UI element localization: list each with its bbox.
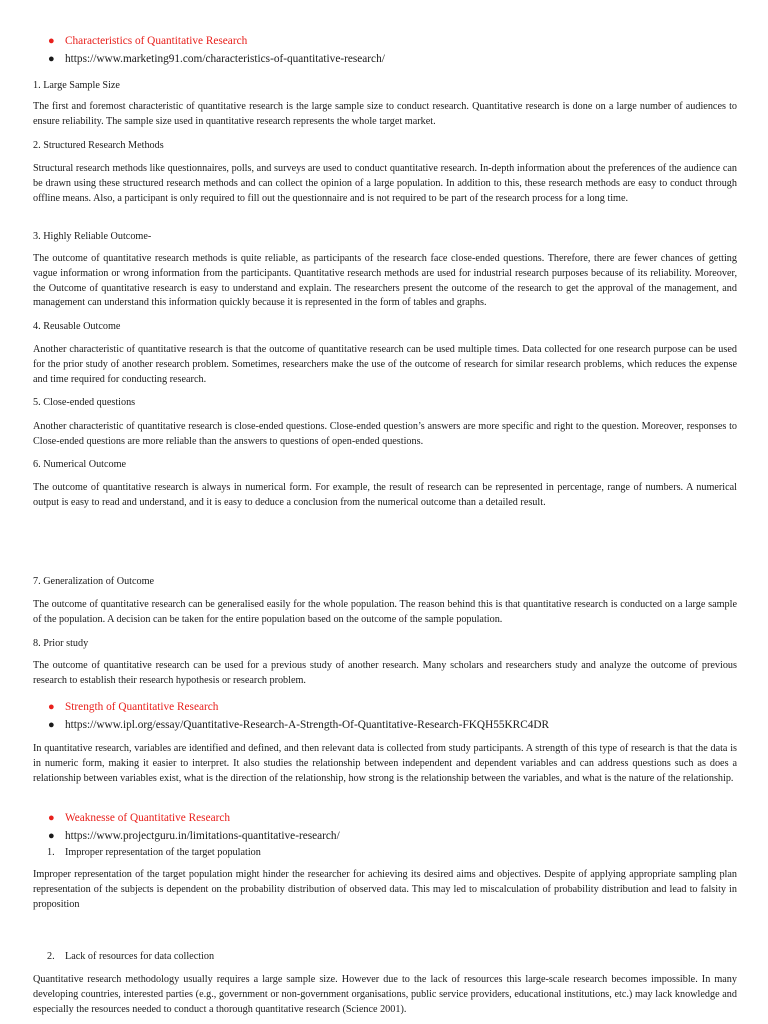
paragraph-lack-of-resources: Quantitative research methodology usually requires a large sample size. However due to the lack of resources this large-scale research becomes impossible. In many developing countries, interested parties (e.g., government or non-government organisations, public service providers, educational institutions, etc.) may lack knowledge and especially the resources needed to conduct a thorough quantitative research (Science 2001). <box>33 974 737 1015</box>
characteristics-title[interactable]: Characteristics of Quantitative Research <box>65 35 248 47</box>
strength-title[interactable]: Strength of Quantitative Research <box>65 701 219 713</box>
bullet-dot: ● <box>48 53 55 65</box>
paragraph-structured-research-methods: Structural research methods like questionnaires, polls, and surveys are used to conduct quantitative research. In-depth information about the preferences of the audience can be drawn using these structured research methods and can collect the opinion of a large population. In addition to this, these research methods are easy to conduct through offline means. Also, a participant is only required to fill out the questionnaire and is not required to be part of the research process for a long time. <box>33 163 737 204</box>
heading-structured-research-methods: 2. Structured Research Methods <box>33 140 164 151</box>
bullet-dot: ● <box>48 35 55 47</box>
bullet-dot: ● <box>48 701 55 713</box>
heading-numerical-outcome: 6. Numerical Outcome <box>33 459 127 470</box>
heading-reusable-outcome: 4. Reusable Outcome <box>33 321 121 332</box>
weakness-source-link[interactable]: https://www.projectguru.in/limitations-quantitative-research/ <box>65 830 340 842</box>
paragraph-strength: In quantitative research, variables are identified and defined, and then relevant data is collected from study participants. A strength of this type of research is that the data is in numeric form, making it easier to interpret. It also studies the relationship between independent and dependent variables and can address questions such as does a relationship between variables exist, what is the direction of the relationship, how strong is the relationship between the variables, and what is the nature of the relationship. <box>33 743 737 784</box>
heading-generalization-of-outcome: 7. Generalization of Outcome <box>33 576 155 587</box>
list-number: 1. <box>47 847 55 858</box>
strength-source-link[interactable]: https://www.ipl.org/essay/Quantitative-Research-A-Strength-Of-Quantitative-Research-FKQH55KRC4DR <box>65 719 550 731</box>
weakness-heading: Improper representation of the target population <box>65 847 261 858</box>
heading-close-ended-questions: 5. Close-ended questions <box>33 397 136 408</box>
paragraph-prior-study: The outcome of quantitative research can be used for a previous study of another research. Many scholars and researchers study and analyze the outcome of previous research to establish their research hypothesis or research problem. <box>33 660 737 686</box>
heading-prior-study: 8. Prior study <box>33 638 89 649</box>
paragraph-large-sample-size: The first and foremost characteristic of quantitative research is the large sample size to conduct research. Quantitative research is done on a large number of audiences to ensure reliability. The sample size used in quantitative research represents the whole target market. <box>33 101 737 127</box>
paragraph-improper-representation: Improper representation of the target population might hinder the researcher for achieving its desired aims and objectives. Despite of applying appropriate sampling plan representation of the subjects is dependent on the probability distribution of observed data. This may led to miscalculation of probability distribution and lead to falsity in proposition <box>33 869 737 910</box>
bullet-dot: ● <box>48 812 55 824</box>
heading-highly-reliable-outcome: 3. Highly Reliable Outcome- <box>33 231 152 242</box>
list-number: 2. <box>47 951 55 962</box>
bullet-dot: ● <box>48 719 55 731</box>
weakness-title[interactable]: Weaknesse of Quantitative Research <box>65 812 231 824</box>
heading-large-sample-size: 1. Large Sample Size <box>33 80 120 91</box>
weakness-heading: Lack of resources for data collection <box>65 951 215 962</box>
paragraph-close-ended-questions: Another characteristic of quantitative research is close-ended questions. Close-ended question’s answers are more specific and right to the question. Moreover, responses to Close-ended questions are more reliable than the answers to questions of open-ended questions. <box>33 421 737 447</box>
paragraph-generalization-of-outcome: The outcome of quantitative research can be generalised easily for the whole population. The reason behind this is that quantitative research is conducted on a large sample of the population. A decision can be taken for the entire population based on the outcome of the sample population. <box>33 599 737 625</box>
paragraph-reusable-outcome: Another characteristic of quantitative research is that the outcome of quantitative research can be used multiple times. Data collected for one research purpose can be used for the prior study of another research problem. Sometimes, researchers make the use of the outcome of research for similar research problems, which reduces the expense and time required for conducting research. <box>33 344 737 385</box>
characteristics-source-link[interactable]: https://www.marketing91.com/characteristics-of-quantitative-research/ <box>65 53 385 65</box>
paragraph-numerical-outcome: The outcome of quantitative research is always in numerical form. For example, the result of research can be represented in percentage, range of numbers. A numerical output is easy to read and understand, and it is easy to deduce a conclusion from the numerical outcome than a detailed result. <box>33 482 737 508</box>
paragraph-highly-reliable-outcome: The outcome of quantitative research methods is quite reliable, as participants of the research face close-ended questions. Therefore, there are fewer chances of getting vague information or wrong information from the participants. Quantitative research methods are used for industrial research purposes because of its reliability. Moreover, the Outcome of quantitative research is easy to understand and explain. The researchers present the outcome of the research to get the approval of the management, and management can understand this information quickly because it is represented in the form of tables and graphs. <box>33 253 737 309</box>
bullet-dot: ● <box>48 830 55 842</box>
